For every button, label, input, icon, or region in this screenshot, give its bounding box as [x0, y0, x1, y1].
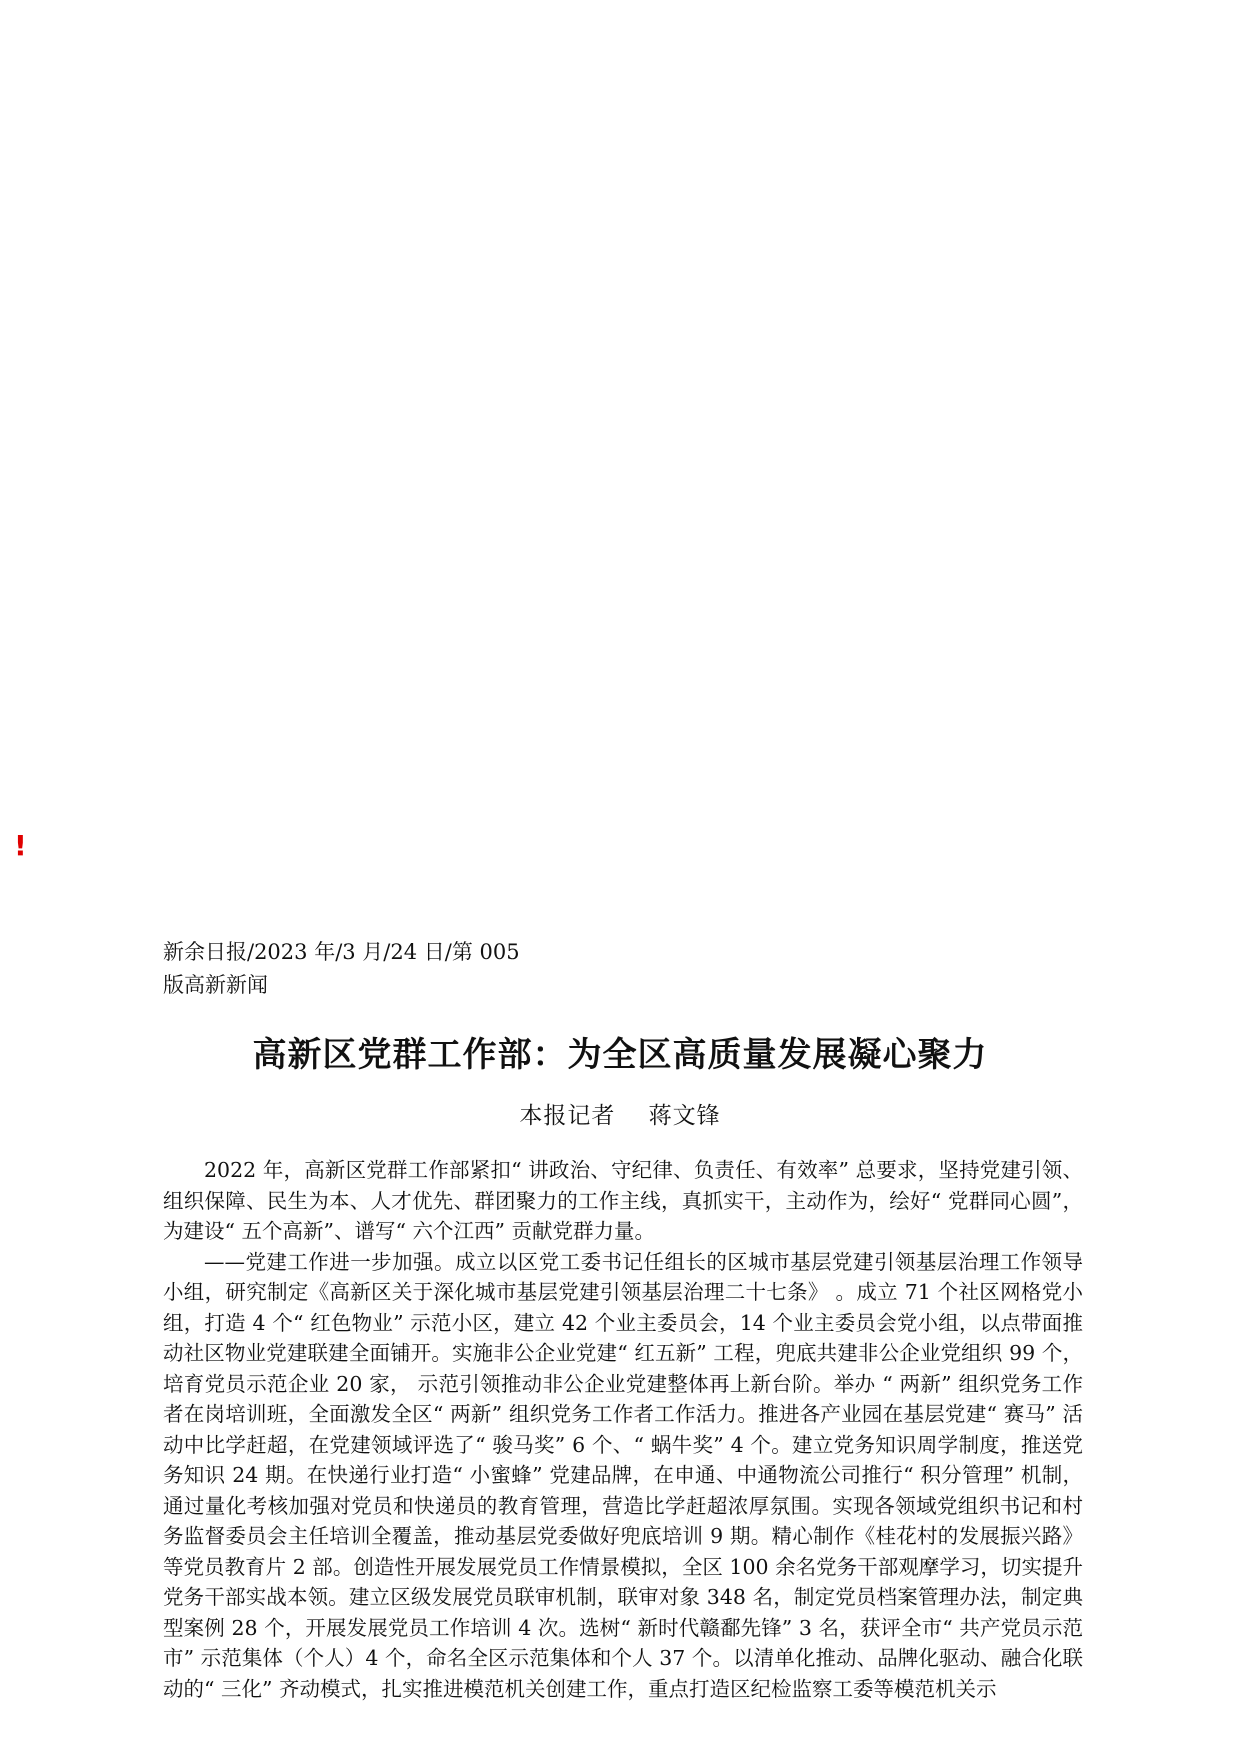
source-line-1: 新余日报/2023 年/3 月/24 日/第 005: [163, 940, 520, 964]
source-line-2: 版高新新闻: [163, 973, 268, 997]
byline-name: 蒋文锋: [648, 1103, 721, 1129]
byline: [0, 1097, 1240, 1130]
paragraph-intro: 2022 年，高新区党群工作部紧扣“ 讲政治、守纪律、负责任、有效率” 总要求，坚持党建引领、组织保障、民生为本、人才优先、群团聚力的工作主线，真抓实干，主动作为，绘好“ 党群同心圆”，为建设“ 五个高新”、谱写“ 六个江西” 贡献党群力量。: [163, 1158, 1083, 1243]
article-title: 高新区党群工作部：为全区高质量发展凝心聚力: [252, 1035, 988, 1075]
paragraph-party-building: ——党建工作进一步加强。成立以区党工委书记任组长的区城市基层党建引领基层治理工作领导小组，研究制定《高新区关于深化城市基层党建引领基层治理二十七条》 。成立 71 个社区网格党小组，打造 4 个“ 红色物业” 示范小区，建立 42 个业主委员会，14 个业主委员会党小组，以点带面推动社区物业党建联建全面铺开。实施非公企业党建“ 红五新” 工程，兜底共建非公企业党组织 99 个， 培育党员示范企业 20 家， 示范引领推动非公企业党建整体再上新台阶。举办 “ 两新” 组织党务工作者在岗培训班，全面激发全区“ 两新” 组织党务工作者工作活力。推进各产业园在基层党建“ 赛马” 活动中比学赶超，在党建领域评选了“ 骏马奖” 6 个、“ 蜗牛奖” 4 个。建立党务知识周学制度，推送党务知识 24 期。在快递行业打造“ 小蜜蜂” 党建品牌，在申通、中通物流公司推行“ 积分管理” 机制，通过量化考核加强对党员和快递员的教育管理，营造比学赶超浓厚氛围。实现各领域党组织书记和村务监督委员会主任培训全覆盖，推动基层党委做好兜底培训 9 期。精心制作《桂花村的发展振兴路》等党员教育片 2 部。创造性开展发展党员工作情景模拟，全区 100 余名党务干部观摩学习，切实提升党务干部实战本领。建立区级发展党员联审机制，联审对象 348 名，制定党员档案管理办法，制定典型案例 28 个，开展发展党员工作培训 4 次。选树“ 新时代赣鄱先锋” 3 名，获评全市“ 共产党员示范市” 示范集体（个人）4 个，命名全区示范集体和个人 37 个。以清单化推动、品牌化驱动、融合化联动的“ 三化” 齐动模式，扎实推进模范机关创建工作，重点打造区纪检监察工委等模范机关示: [163, 1249, 1083, 1701]
article-source: [163, 936, 563, 1002]
article-body: [163, 1155, 1083, 1704]
warning-mark-icon: !: [14, 829, 27, 862]
byline-role: 本报记者: [519, 1103, 616, 1129]
